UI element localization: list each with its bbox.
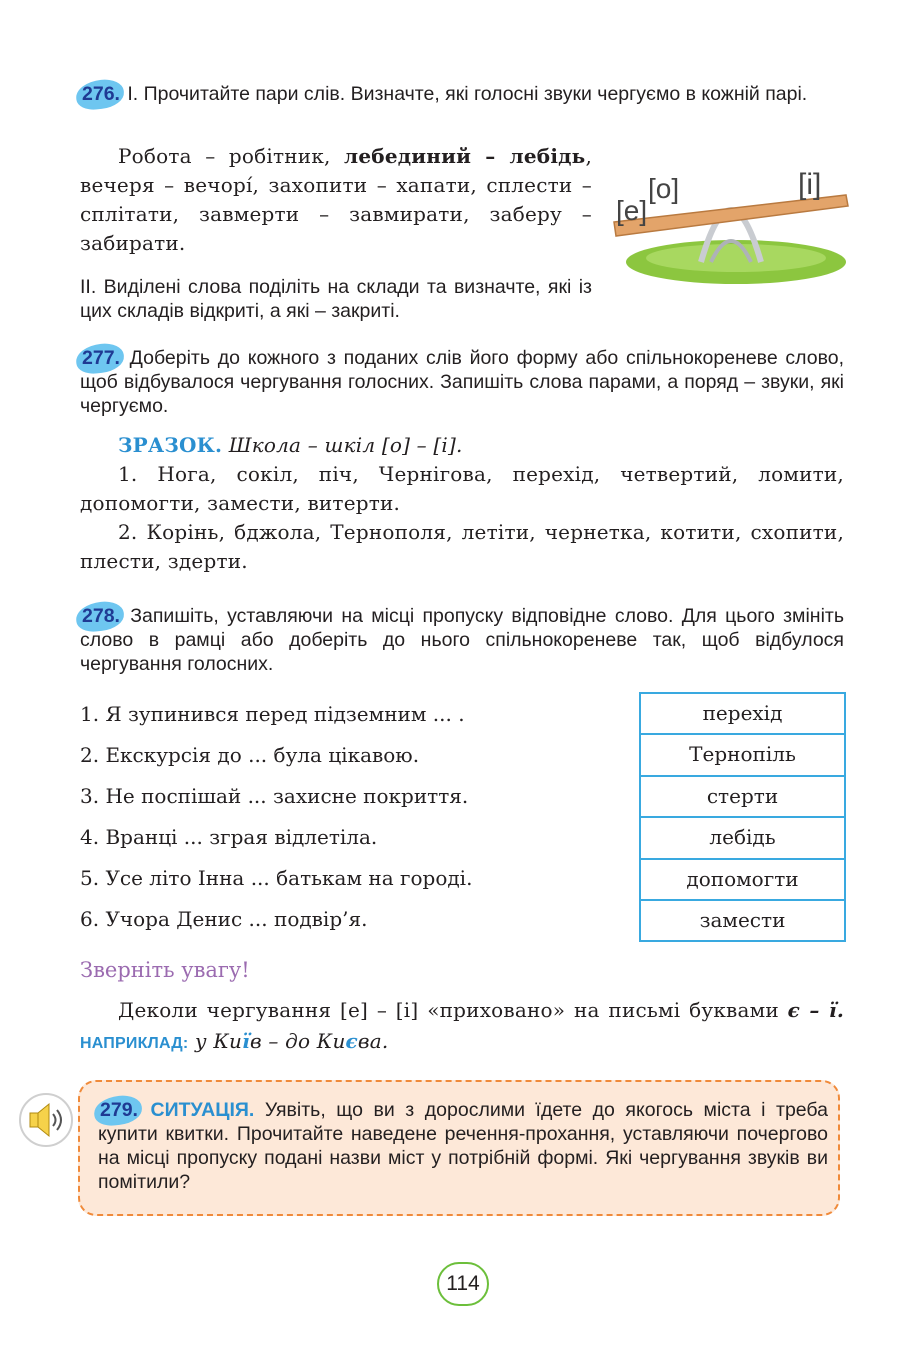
task-277-instruction <box>80 346 844 418</box>
text-part: Робота – робітник, <box>118 144 345 168</box>
sentence: 6. Учора Денис ... подвір’я. <box>80 907 368 931</box>
example-part: в – до Ки <box>249 1029 346 1053</box>
frame-word: лебідь <box>641 818 844 859</box>
sound-o-label: [о] <box>648 173 680 204</box>
task-279-text <box>98 1098 828 1194</box>
speaker-icon[interactable] <box>18 1092 74 1148</box>
sound-i-label: [і] <box>798 168 822 201</box>
attention-text <box>80 996 844 1058</box>
task-number: 276. <box>82 83 120 105</box>
frame-word: Тернопіль <box>641 735 844 776</box>
sentence: 3. Не поспішай ... захисне покриття. <box>80 784 469 808</box>
sentence-list <box>80 697 620 943</box>
frame-word: перехід <box>641 694 844 735</box>
task-276-part2: ІІ. Виділені слова поділіть на склади та визначте, які із цих складів відкриті, а які – закриті. <box>80 276 592 322</box>
letters: є – ї. <box>787 998 844 1022</box>
word-list-2: 2. Корінь, бджола, Тернополя, летіти, чернетка, котити, схопити, плести, здерти. <box>80 520 844 573</box>
instruction-text: Доберіть до кожного з поданих слів його форму або спільнокореневе слово, щоб відбувалося чергування голосних. Запишіть слова парами, а поряд – звуки, які чергуємо. <box>80 347 844 417</box>
instruction-text: Запишіть, уставляючи на місці пропуску відповідне слово. Для цього змініть слово в рамці або доберіть до нього спільнокореневе так, щоб відбулося чергування голосних. <box>80 605 844 675</box>
page-number: 114 <box>437 1262 489 1306</box>
task-number: 279. <box>100 1099 138 1121</box>
situation-label: СИТУАЦІЯ. <box>139 1099 255 1121</box>
example-part: ва. <box>357 1029 389 1053</box>
example-label: НАПРИКЛАД: <box>80 1035 189 1052</box>
seesaw-illustration <box>606 150 856 290</box>
sample-label: ЗРАЗОК. <box>118 433 223 457</box>
attention-title: Зверніть увагу! <box>80 958 250 982</box>
sentence: 2. Екскурсія до ... була цікавою. <box>80 743 420 767</box>
frame-word: замести <box>699 907 786 932</box>
sentence: 1. Я зупинився перед підземним ... . <box>80 702 465 726</box>
sentence: 5. Усе літо Інна ... батькам на городі. <box>80 866 473 890</box>
task-277-body <box>80 431 844 576</box>
example-part: у Ки <box>188 1029 243 1053</box>
example-letter: ї <box>242 1029 250 1053</box>
frame-word: стерти <box>641 777 844 818</box>
task-276-instruction <box>80 82 844 106</box>
highlighted-words: лебединий – лебідь <box>344 144 586 168</box>
task-number: 278. <box>82 605 120 627</box>
sample-line <box>80 431 844 460</box>
task-number: 277. <box>82 347 120 369</box>
text-part: Деколи чергування [е] – [і] «приховано» на письмі буквами <box>118 998 788 1022</box>
instruction-text: І. Прочитайте пари слів. Визначте, які голосні звуки чергуємо в кожній парі. <box>121 83 808 105</box>
word-list-1: 1. Нога, сокіл, піч, Чернігова, перехід, четвертий, ломити, допомогти, замести, витерти. <box>80 462 844 515</box>
word-pairs-text <box>80 142 592 258</box>
example-letter: є <box>345 1029 358 1053</box>
sample-text: Школа – шкіл [о] – [і]. <box>222 433 463 457</box>
frame-word: допомогти <box>641 860 844 901</box>
task-278-instruction <box>80 604 844 676</box>
sentence: 4. Вранці ... зграя відлетіла. <box>80 825 378 849</box>
sound-e-label: [е] <box>616 195 648 226</box>
situation-text: Уявіть, що ви з дорослими їдете до якогось міста і треба купити квитки. Прочитайте наведене речення-прохання, уставляючи почергово на місці пропуску подані назви міст у потрібній формі. Які чергування звуків ви помітили? <box>98 1099 828 1193</box>
word-frame <box>639 692 846 942</box>
text-part: , вечеря – вечорі́, захопити – хапати, сплести – сплітати, завмерти – завмирати, заберу – забирати. <box>80 144 592 255</box>
